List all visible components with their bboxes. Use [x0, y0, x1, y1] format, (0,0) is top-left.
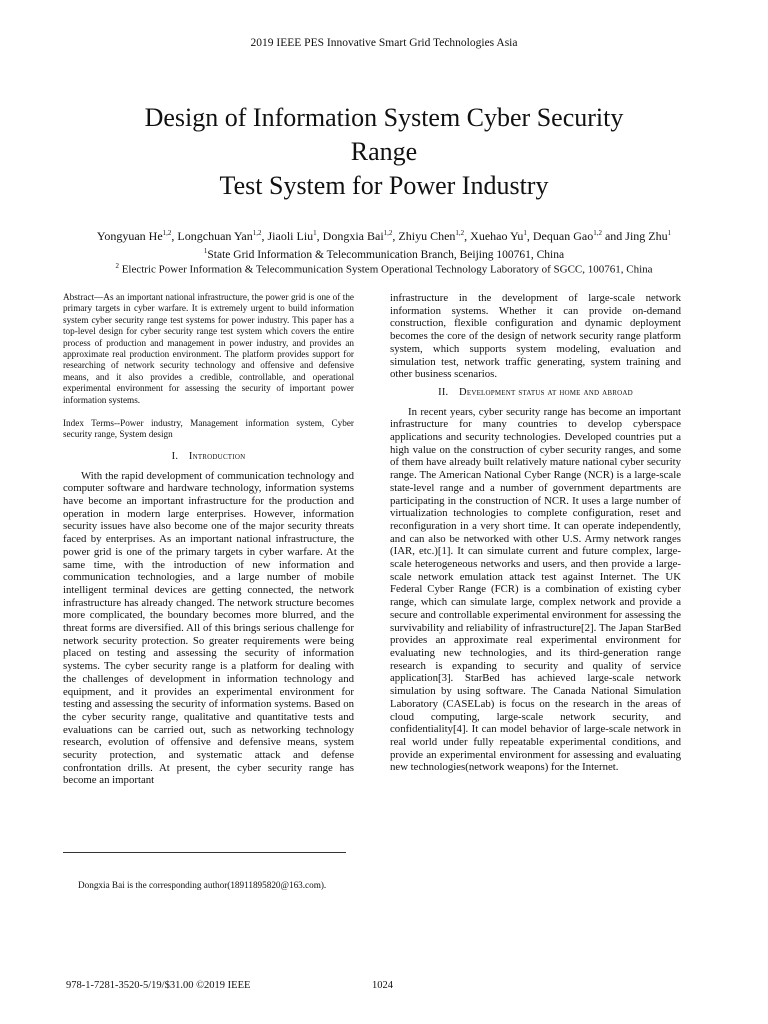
- introduction-text: With the rapid development of communication technology and computer software and hardware technology, information systems have become an important infrastructure for the production and operation in modern large enterprises. However, information security issues have also become one of the major security threats faced by enterprises. As an important national infrastructure, the power grid is one of the primary targets in cyber warfare. At the same time, with the introduction of new information and communication technologies, and a large number of mobile intelligent terminal devices are getting connected, the network infrastructure has already changed. The network structure becomes more complicated, the boundary becomes more blurred, and the threat forms are diversified. All of this brings serious challenge for network security protection. So greater requirements were being placed on testing and assessing the security of information systems. The cyber security range is a platform for dealing with the challenges of development in information technology and equipment, and it provides an experimental environment for testing and assessing the security of information systems. Based on the cyber security range, qualitative and quantitative tests and evaluations can be carried out, such as networking technology research, evolution of offensive and defensive means, system security protection, and systematic attack and defense confrontation drills. At present, the cyber security range has become an important: [63, 469, 354, 787]
- left-column: [63, 292, 354, 787]
- author-list: Yongyuan He$^{1,2}$, Longchuan Yan$^{1,2}$, Jiaoli Liu$^1$, Dongxia Bai$^{1,2}$, Zhiyu Chen$^{1,2}$, Xuehao Yu$^1$, Dequan Gao$^{1,2}$ and Jing Zhu$^1$: [96, 229, 672, 243]
- footnote-corresponding-author: Dongxia Bai is the corresponding author(18911895820@163.com).: [78, 880, 327, 890]
- title-line-2: Range: [350, 137, 418, 166]
- page-number: 1024: [372, 980, 393, 991]
- footer-isbn: 978-1-7281-3520-5/19/$31.00 ©2019 IEEE: [66, 980, 251, 991]
- section-heading-introduction: I. Introduction: [171, 450, 246, 462]
- section-heading-development-status: II. Development status at home and abroad: [438, 386, 633, 398]
- conference-header: 2019 IEEE PES Innovative Smart Grid Technologies Asia: [250, 37, 518, 49]
- footnote-divider: [63, 852, 346, 853]
- title-line-3: Test System for Power Industry: [219, 171, 549, 200]
- development-status-text: In recent years, cyber security range has become an important infrastructure for many countries to develop cyberspace applications and security technologies. Developed countries put a high value on the construction of cyber security ranges, and some of them have already built relatively mature national cyber security range. The American National Cyber Range (NCR) is a large-scale state-level range and a number of government departments are participating in the construction of NCR. It uses a large number of virtualization technologies to complete configuration, reset and reconfiguration in a very short time. It can operate independently, and can also be networked with other U.S. Army network ranges (IAR, etc.)[1]. It can simulate current and future complex, large-scale heterogeneous networks and users, and then provide a large-scale network emulation attack test against Internet. The UK Federal Cyber Range (FCR) is a combination of existing cyber range, which can simulate large, complex network and provide a secure and controllable experimental environment for assessing the survivability and reliability of infrastructure[2]. The Japan StarBed provides an approximate real experimental environment for evaluating new technologies, and its third-generation range research is expanding to security and quality of service application[3]. StarBed has achieved large-scale network simulation by using software. The Canada National Simulation Laboratory (CASELab) is focus on the research in the areas of cloud computing, large-scale network security, and confidentiality[4]. It can model behavior of large-scale network in real world under fully repeatable experimental conditions, and provide an experimental environment for assessing and evaluating new technologies(network weapons) for the Internet.: [390, 405, 681, 774]
- introduction-continued-text: infrastructure in the development of large-scale network information systems. Whether it can provide on-demand construction, flexible configuration and dynamic deployment becomes the core of the design of network security range platform system, which supports system modeling, evaluation and simulation test, network traffic generating, system training and other business scenarios.: [390, 292, 681, 381]
- title-line-1: Design of Information System Cyber Security: [144, 103, 624, 132]
- paper-title: [60, 101, 708, 203]
- abstract: Abstract—As an important national infrastructure, the power grid is one of the primary targets in cyber warfare. It is extremely urgent to build information system cyber security range test systems for power industry. This paper has a top-level design for cyber security range test system which covers the entire process of production and management in power industry, and provides an approximate real production environment. The platform provides support for researching of network security technology and offensive and defensive means, and it also provides a credible, controllable, and operational experimental environment for assessing the security of important power information systems.: [63, 292, 354, 405]
- right-column: [390, 292, 681, 774]
- index-terms: Index Terms--Power industry, Management information system, Cyber security range, System design: [63, 418, 354, 440]
- affiliation-2: $^2$ Electric Power Information & Telecommunication System Operational Technology Laboratory of SGCC, 100761, China: [115, 262, 653, 276]
- affiliation-1: $^1$State Grid Information & Telecommunication Branch, Beijing 100761, China: [203, 247, 565, 261]
